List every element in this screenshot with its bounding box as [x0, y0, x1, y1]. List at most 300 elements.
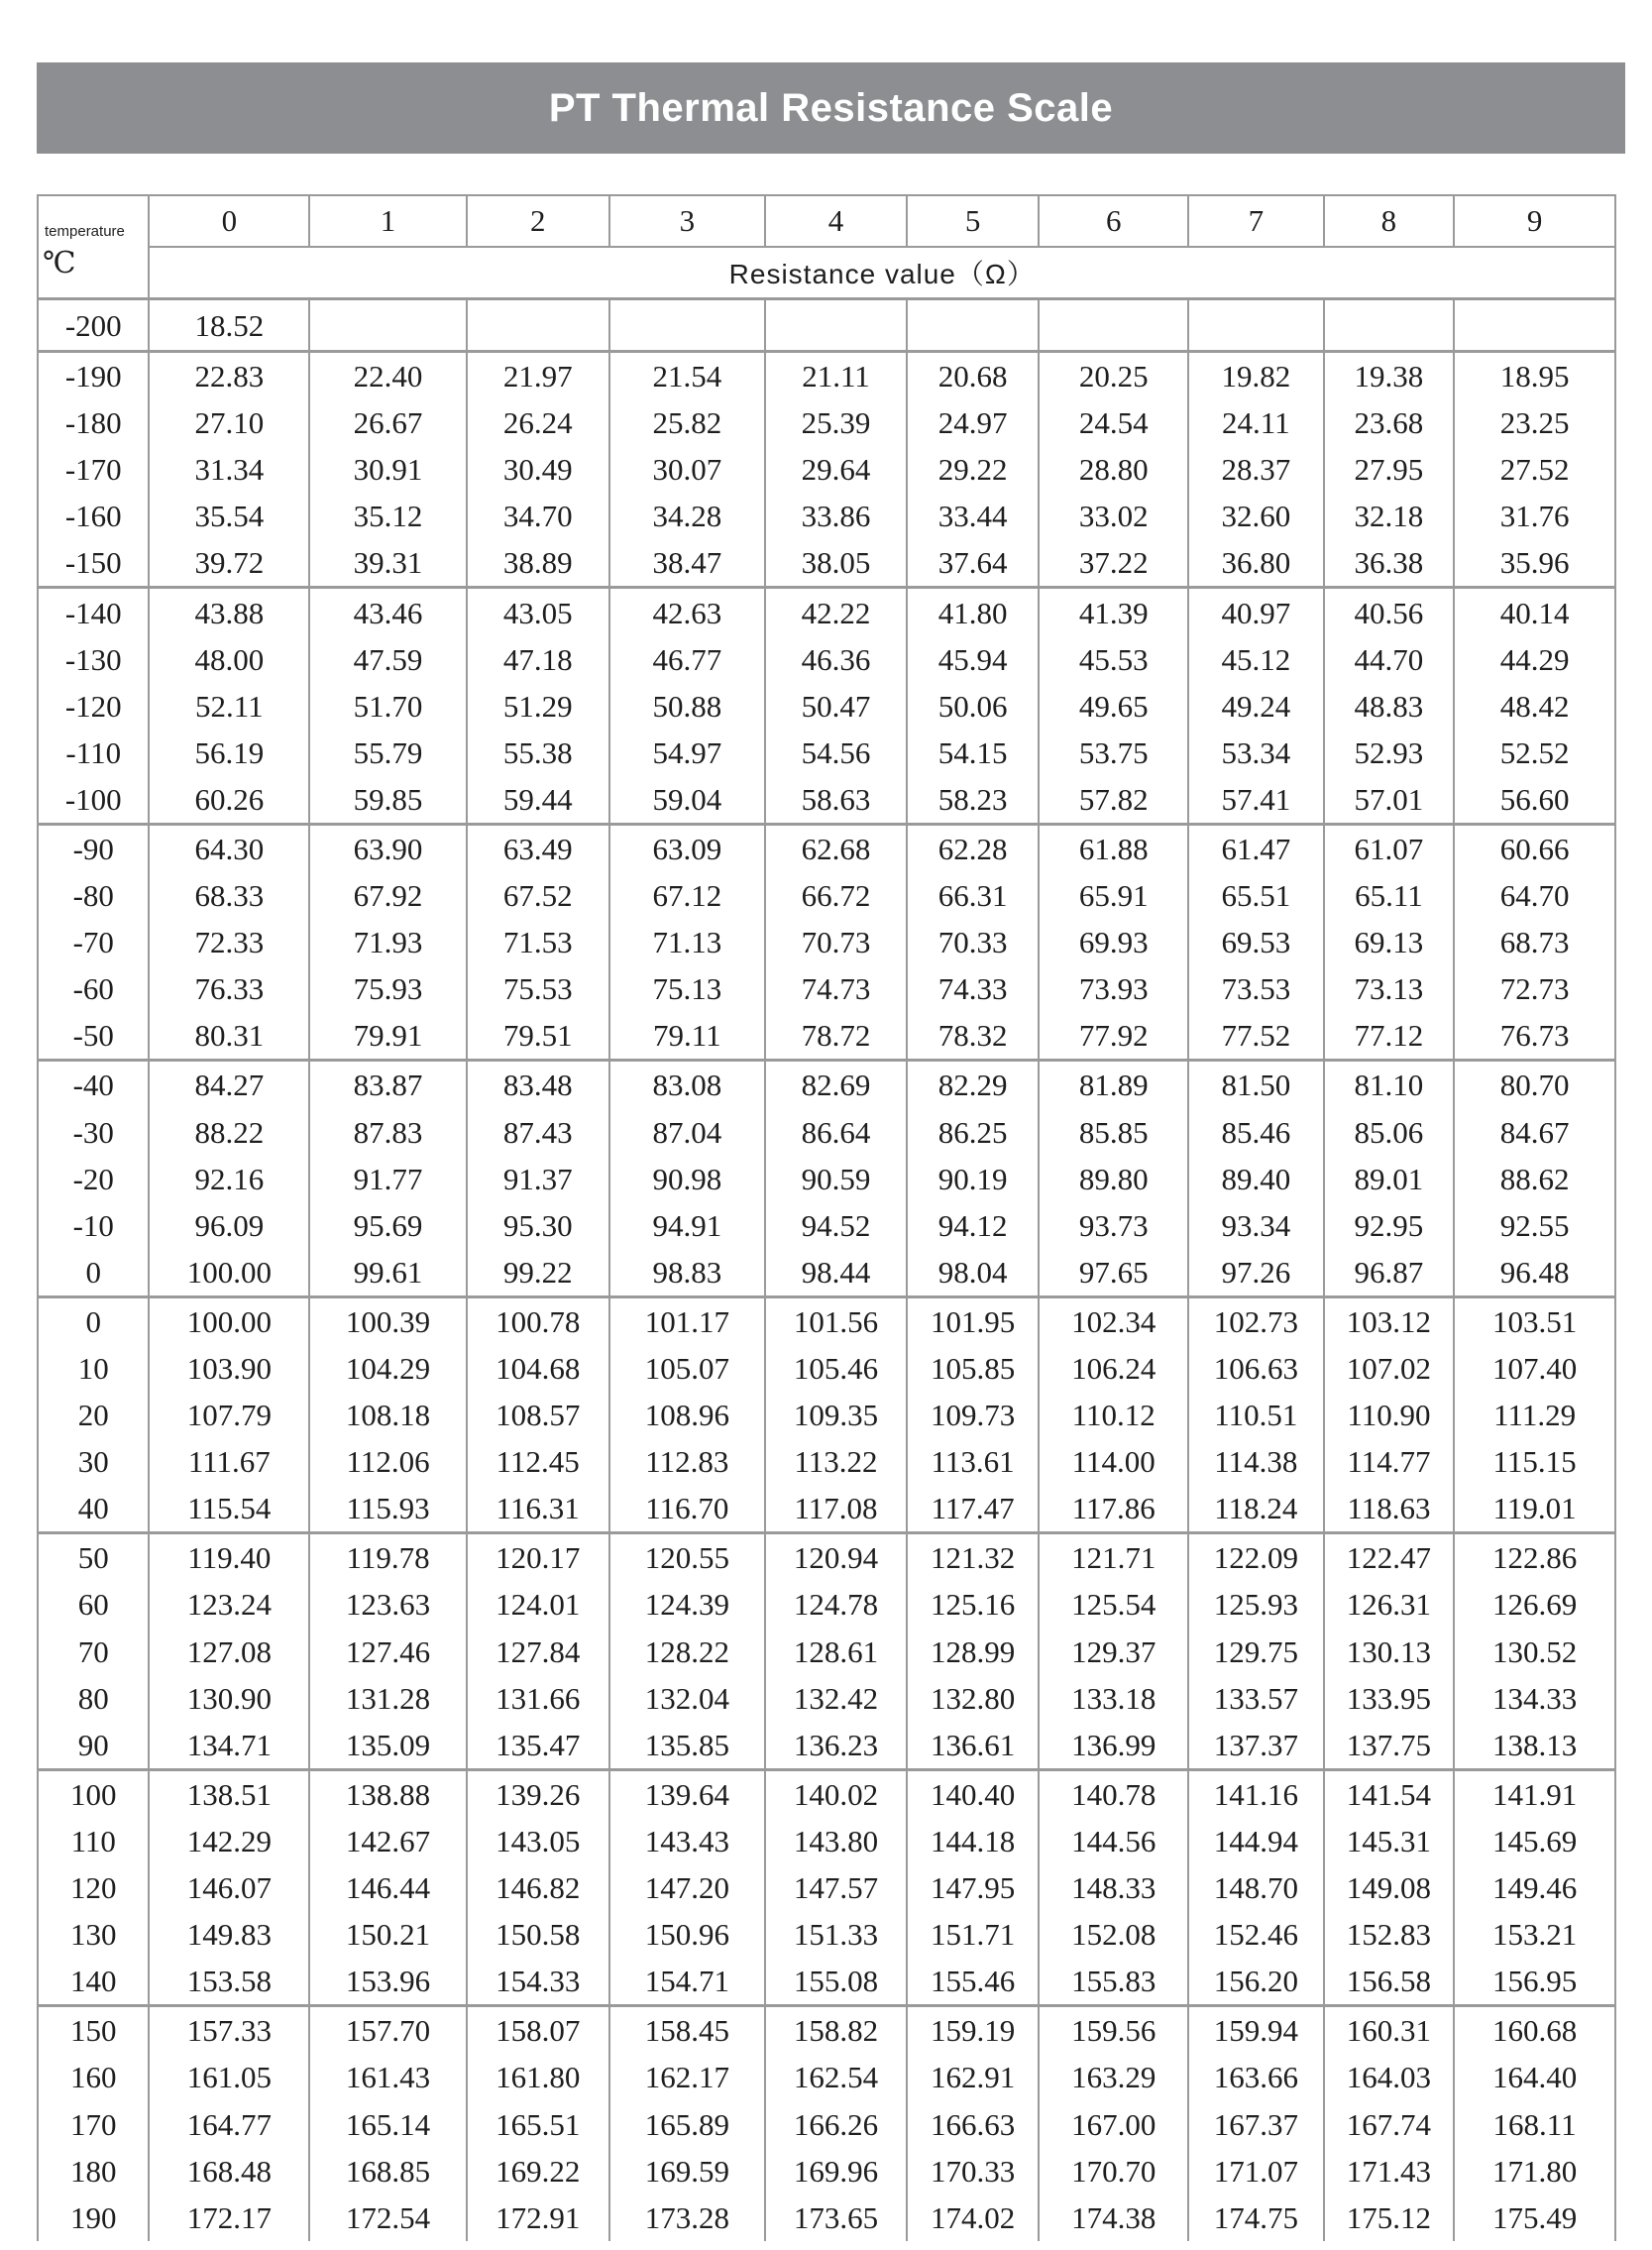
resistance-cell: 133.57	[1188, 1675, 1324, 1722]
temperature-cell: 130	[38, 1911, 149, 1958]
temperature-cell: -80	[38, 872, 149, 919]
resistance-cell: 77.12	[1324, 1012, 1455, 1061]
resistance-cell: 157.33	[149, 2006, 309, 2055]
resistance-cell: 138.88	[309, 1769, 467, 1818]
resistance-cell: 90.59	[765, 1156, 907, 1202]
resistance-cell: 35.96	[1454, 539, 1615, 588]
resistance-cell: 30.91	[309, 446, 467, 493]
resistance-cell: 161.80	[467, 2054, 609, 2100]
resistance-cell: 83.87	[309, 1061, 467, 1109]
resistance-cell: 120.94	[765, 1533, 907, 1582]
temperature-cell: 170	[38, 2100, 149, 2147]
resistance-cell: 102.34	[1039, 1296, 1188, 1345]
table-row	[38, 1769, 1615, 1818]
resistance-cell: 43.05	[467, 588, 609, 636]
digit-header-2: 2	[467, 195, 609, 247]
resistance-cell: 114.00	[1039, 1438, 1188, 1485]
temperature-cell: 160	[38, 2054, 149, 2100]
table-row	[38, 683, 1615, 730]
resistance-cell: 32.18	[1324, 493, 1455, 539]
resistance-header-row	[38, 247, 1615, 299]
resistance-cell: 135.09	[309, 1722, 467, 1770]
resistance-cell: 101.17	[609, 1296, 766, 1345]
resistance-cell: 133.95	[1324, 1675, 1455, 1722]
resistance-cell: 135.47	[467, 1722, 609, 1770]
resistance-cell: 58.23	[907, 776, 1040, 825]
resistance-cell: 42.22	[765, 588, 907, 636]
resistance-cell: 24.97	[907, 399, 1040, 446]
resistance-cell: 67.12	[609, 872, 766, 919]
resistance-cell: 162.91	[907, 2054, 1040, 2100]
table-row	[38, 2054, 1615, 2100]
resistance-cell: 125.16	[907, 1581, 1040, 1628]
temperature-cell: -70	[38, 919, 149, 965]
table-row	[38, 1156, 1615, 1202]
resistance-cell: 121.71	[1039, 1533, 1188, 1582]
resistance-cell: 129.75	[1188, 1629, 1324, 1675]
resistance-cell: 23.25	[1454, 399, 1615, 446]
resistance-cell: 95.30	[467, 1202, 609, 1249]
table-row	[38, 1675, 1615, 1722]
table-row	[38, 1629, 1615, 1675]
resistance-cell: 92.16	[149, 1156, 309, 1202]
resistance-cell: 112.06	[309, 1438, 467, 1485]
resistance-cell: 52.93	[1324, 730, 1455, 776]
table-row	[38, 2148, 1615, 2194]
resistance-cell: 105.85	[907, 1345, 1040, 1392]
resistance-cell: 43.88	[149, 588, 309, 636]
temperature-cell: 80	[38, 1675, 149, 1722]
resistance-cell: 59.44	[467, 776, 609, 825]
resistance-cell: 71.13	[609, 919, 766, 965]
resistance-cell: 32.60	[1188, 493, 1324, 539]
resistance-cell: 78.72	[765, 1012, 907, 1061]
resistance-cell: 150.96	[609, 1911, 766, 1958]
digit-header-5: 5	[907, 195, 1040, 247]
resistance-cell: 24.11	[1188, 399, 1324, 446]
resistance-cell: 20.68	[907, 352, 1040, 400]
resistance-cell: 29.22	[907, 446, 1040, 493]
resistance-cell: 175.49	[1454, 2194, 1615, 2241]
resistance-cell: 137.37	[1188, 1722, 1324, 1770]
resistance-cell: 99.61	[309, 1249, 467, 1297]
resistance-cell: 29.64	[765, 446, 907, 493]
resistance-cell: 105.07	[609, 1345, 766, 1392]
resistance-cell: 150.21	[309, 1911, 467, 1958]
resistance-cell: 122.86	[1454, 1533, 1615, 1582]
resistance-cell: 98.83	[609, 1249, 766, 1297]
resistance-cell: 110.51	[1188, 1392, 1324, 1438]
table-row	[38, 730, 1615, 776]
resistance-cell: 30.07	[609, 446, 766, 493]
resistance-cell: 160.68	[1454, 2006, 1615, 2055]
resistance-cell: 97.65	[1039, 1249, 1188, 1297]
resistance-cell: 142.29	[149, 1818, 309, 1864]
title-banner	[37, 62, 1625, 154]
resistance-cell: 81.89	[1039, 1061, 1188, 1109]
resistance-cell: 128.99	[907, 1629, 1040, 1675]
resistance-cell: 33.44	[907, 493, 1040, 539]
resistance-cell: 86.25	[907, 1109, 1040, 1156]
resistance-cell: 64.30	[149, 824, 309, 872]
resistance-cell: 113.22	[765, 1438, 907, 1485]
resistance-cell: 117.47	[907, 1485, 1040, 1533]
resistance-cell: 40.14	[1454, 588, 1615, 636]
resistance-cell: 174.38	[1039, 2194, 1188, 2241]
resistance-cell: 129.37	[1039, 1629, 1188, 1675]
temperature-cell: 90	[38, 1722, 149, 1770]
resistance-cell: 57.41	[1188, 776, 1324, 825]
resistance-cell: 115.15	[1454, 1438, 1615, 1485]
resistance-cell: 36.38	[1324, 539, 1455, 588]
resistance-cell: 35.54	[149, 493, 309, 539]
resistance-cell: 141.54	[1324, 1769, 1455, 1818]
temperature-cell: -50	[38, 1012, 149, 1061]
temperature-cell: -60	[38, 965, 149, 1012]
resistance-cell: 147.57	[765, 1864, 907, 1911]
resistance-cell: 152.83	[1324, 1911, 1455, 1958]
resistance-cell: 164.77	[149, 2100, 309, 2147]
resistance-cell: 119.40	[149, 1533, 309, 1582]
temperature-cell: 150	[38, 2006, 149, 2055]
resistance-cell: 141.16	[1188, 1769, 1324, 1818]
resistance-cell: 80.31	[149, 1012, 309, 1061]
table-row	[38, 446, 1615, 493]
resistance-cell: 90.98	[609, 1156, 766, 1202]
resistance-cell: 171.43	[1324, 2148, 1455, 2194]
resistance-cell: 103.90	[149, 1345, 309, 1392]
resistance-cell: 41.80	[907, 588, 1040, 636]
resistance-cell: 70.73	[765, 919, 907, 965]
resistance-cell: 56.60	[1454, 776, 1615, 825]
resistance-cell: 137.75	[1324, 1722, 1455, 1770]
resistance-cell: 19.38	[1324, 352, 1455, 400]
resistance-cell: 79.91	[309, 1012, 467, 1061]
temperature-cell: -130	[38, 636, 149, 683]
resistance-cell: 136.61	[907, 1722, 1040, 1770]
resistance-cell: 101.56	[765, 1296, 907, 1345]
corner-header-cell	[38, 195, 149, 299]
resistance-cell: 99.22	[467, 1249, 609, 1297]
resistance-cell: 79.51	[467, 1012, 609, 1061]
resistance-cell: 159.56	[1039, 2006, 1188, 2055]
resistance-cell: 148.33	[1039, 1864, 1188, 1911]
resistance-cell: 119.01	[1454, 1485, 1615, 1533]
resistance-cell: 74.73	[765, 965, 907, 1012]
resistance-cell: 154.71	[609, 1958, 766, 2006]
resistance-cell: 63.49	[467, 824, 609, 872]
resistance-cell: 77.92	[1039, 1012, 1188, 1061]
table-body	[38, 299, 1615, 2241]
resistance-cell: 168.48	[149, 2148, 309, 2194]
resistance-cell: 63.90	[309, 824, 467, 872]
resistance-cell: 165.14	[309, 2100, 467, 2147]
resistance-cell: 67.92	[309, 872, 467, 919]
resistance-cell: 75.53	[467, 965, 609, 1012]
resistance-cell: 163.66	[1188, 2054, 1324, 2100]
resistance-cell: 92.95	[1324, 1202, 1455, 1249]
resistance-cell: 98.44	[765, 1249, 907, 1297]
resistance-cell: 85.46	[1188, 1109, 1324, 1156]
resistance-cell: 118.63	[1324, 1485, 1455, 1533]
digit-header-7: 7	[1188, 195, 1324, 247]
resistance-cell: 75.93	[309, 965, 467, 1012]
resistance-cell: 34.28	[609, 493, 766, 539]
resistance-cell: 18.95	[1454, 352, 1615, 400]
resistance-cell: 102.73	[1188, 1296, 1324, 1345]
resistance-cell: 103.12	[1324, 1296, 1455, 1345]
resistance-cell: 83.48	[467, 1061, 609, 1109]
resistance-cell: 104.29	[309, 1345, 467, 1392]
resistance-cell: 103.51	[1454, 1296, 1615, 1345]
resistance-cell: 131.66	[467, 1675, 609, 1722]
resistance-cell: 161.05	[149, 2054, 309, 2100]
resistance-cell: 55.38	[467, 730, 609, 776]
resistance-cell: 95.69	[309, 1202, 467, 1249]
resistance-cell: 52.52	[1454, 730, 1615, 776]
resistance-cell: 73.93	[1039, 965, 1188, 1012]
resistance-cell: 166.63	[907, 2100, 1040, 2147]
resistance-cell: 20.25	[1039, 352, 1188, 400]
resistance-cell: 45.12	[1188, 636, 1324, 683]
resistance-table	[37, 194, 1616, 2241]
resistance-cell: 147.20	[609, 1864, 766, 1911]
digit-header-3: 3	[609, 195, 766, 247]
resistance-cell: 153.58	[149, 1958, 309, 2006]
table-row	[38, 776, 1615, 825]
resistance-cell: 74.33	[907, 965, 1040, 1012]
table-row	[38, 588, 1615, 636]
resistance-cell: 128.61	[765, 1629, 907, 1675]
resistance-cell: 100.78	[467, 1296, 609, 1345]
table-row	[38, 1392, 1615, 1438]
resistance-cell: 166.26	[765, 2100, 907, 2147]
temperature-cell: 10	[38, 1345, 149, 1392]
resistance-cell: 159.94	[1188, 2006, 1324, 2055]
resistance-cell: 69.53	[1188, 919, 1324, 965]
resistance-cell: 111.29	[1454, 1392, 1615, 1438]
resistance-cell: 107.40	[1454, 1345, 1615, 1392]
resistance-cell: 84.27	[149, 1061, 309, 1109]
resistance-cell: 143.43	[609, 1818, 766, 1864]
resistance-cell: 117.86	[1039, 1485, 1188, 1533]
resistance-cell: 158.45	[609, 2006, 766, 2055]
resistance-cell: 151.33	[765, 1911, 907, 1958]
resistance-cell: 112.45	[467, 1438, 609, 1485]
temperature-cell: 20	[38, 1392, 149, 1438]
resistance-cell: 143.80	[765, 1818, 907, 1864]
resistance-cell: 54.97	[609, 730, 766, 776]
resistance-cell: 110.90	[1324, 1392, 1455, 1438]
resistance-cell: 48.00	[149, 636, 309, 683]
resistance-cell: 23.68	[1324, 399, 1455, 446]
resistance-cell: 43.46	[309, 588, 467, 636]
resistance-cell: 134.33	[1454, 1675, 1615, 1722]
resistance-cell: 70.33	[907, 919, 1040, 965]
digit-header-1: 1	[309, 195, 467, 247]
resistance-cell: 94.91	[609, 1202, 766, 1249]
resistance-cell: 113.61	[907, 1438, 1040, 1485]
resistance-cell: 149.46	[1454, 1864, 1615, 1911]
resistance-cell: 132.04	[609, 1675, 766, 1722]
resistance-cell: 149.08	[1324, 1864, 1455, 1911]
table-row	[38, 1533, 1615, 1582]
resistance-cell: 140.78	[1039, 1769, 1188, 1818]
resistance-cell: 124.39	[609, 1581, 766, 1628]
table-row	[38, 1818, 1615, 1864]
resistance-cell: 61.88	[1039, 824, 1188, 872]
resistance-cell: 96.87	[1324, 1249, 1455, 1297]
resistance-cell: 35.12	[309, 493, 467, 539]
resistance-cell	[1039, 299, 1188, 352]
resistance-cell: 120.17	[467, 1533, 609, 1582]
resistance-cell: 140.40	[907, 1769, 1040, 1818]
resistance-cell: 124.01	[467, 1581, 609, 1628]
table-row	[38, 1296, 1615, 1345]
resistance-cell: 85.06	[1324, 1109, 1455, 1156]
resistance-cell: 116.31	[467, 1485, 609, 1533]
resistance-cell: 123.24	[149, 1581, 309, 1628]
resistance-cell: 54.15	[907, 730, 1040, 776]
resistance-cell: 107.02	[1324, 1345, 1455, 1392]
resistance-cell: 169.96	[765, 2148, 907, 2194]
resistance-cell: 139.26	[467, 1769, 609, 1818]
temperature-cell: 0	[38, 1249, 149, 1297]
table-row	[38, 1012, 1615, 1061]
resistance-cell: 82.69	[765, 1061, 907, 1109]
resistance-cell: 93.73	[1039, 1202, 1188, 1249]
table-header	[38, 195, 1615, 299]
resistance-cell: 68.33	[149, 872, 309, 919]
resistance-cell	[1324, 299, 1455, 352]
resistance-cell: 48.83	[1324, 683, 1455, 730]
resistance-cell: 94.12	[907, 1202, 1040, 1249]
resistance-cell: 154.33	[467, 1958, 609, 2006]
resistance-cell: 30.49	[467, 446, 609, 493]
resistance-cell: 78.32	[907, 1012, 1040, 1061]
resistance-cell: 62.28	[907, 824, 1040, 872]
resistance-cell: 89.01	[1324, 1156, 1455, 1202]
resistance-cell: 119.78	[309, 1533, 467, 1582]
resistance-cell: 173.65	[765, 2194, 907, 2241]
table-row	[38, 1722, 1615, 1770]
resistance-cell: 37.22	[1039, 539, 1188, 588]
resistance-cell: 130.13	[1324, 1629, 1455, 1675]
table-row	[38, 299, 1615, 352]
resistance-cell: 66.72	[765, 872, 907, 919]
table-row	[38, 1958, 1615, 2006]
digit-header-4: 4	[765, 195, 907, 247]
resistance-cell: 96.48	[1454, 1249, 1615, 1297]
resistance-cell: 138.51	[149, 1769, 309, 1818]
resistance-cell: 165.51	[467, 2100, 609, 2147]
resistance-cell: 25.82	[609, 399, 766, 446]
resistance-cell: 28.80	[1039, 446, 1188, 493]
resistance-cell: 125.93	[1188, 1581, 1324, 1628]
resistance-cell: 131.28	[309, 1675, 467, 1722]
table-row	[38, 352, 1615, 400]
resistance-cell: 27.95	[1324, 446, 1455, 493]
resistance-cell: 124.78	[765, 1581, 907, 1628]
resistance-cell: 153.96	[309, 1958, 467, 2006]
resistance-cell: 116.70	[609, 1485, 766, 1533]
resistance-cell: 50.06	[907, 683, 1040, 730]
resistance-cell: 123.63	[309, 1581, 467, 1628]
resistance-cell: 44.29	[1454, 636, 1615, 683]
resistance-cell: 157.70	[309, 2006, 467, 2055]
resistance-cell: 39.72	[149, 539, 309, 588]
resistance-cell: 80.70	[1454, 1061, 1615, 1109]
resistance-cell: 28.37	[1188, 446, 1324, 493]
resistance-cell: 93.34	[1188, 1202, 1324, 1249]
resistance-cell: 40.56	[1324, 588, 1455, 636]
resistance-cell: 56.19	[149, 730, 309, 776]
resistance-cell: 139.64	[609, 1769, 766, 1818]
table-row	[38, 2194, 1615, 2241]
resistance-cell: 145.31	[1324, 1818, 1455, 1864]
resistance-cell: 26.24	[467, 399, 609, 446]
temperature-cell: 70	[38, 1629, 149, 1675]
resistance-cell: 151.71	[907, 1911, 1040, 1958]
resistance-cell: 100.00	[149, 1296, 309, 1345]
resistance-cell: 26.67	[309, 399, 467, 446]
resistance-cell: 108.96	[609, 1392, 766, 1438]
resistance-cell: 41.39	[1039, 588, 1188, 636]
table-row	[38, 493, 1615, 539]
resistance-cell: 82.29	[907, 1061, 1040, 1109]
resistance-cell: 49.65	[1039, 683, 1188, 730]
resistance-cell: 64.70	[1454, 872, 1615, 919]
resistance-cell: 168.11	[1454, 2100, 1615, 2147]
resistance-cell: 49.24	[1188, 683, 1324, 730]
resistance-cell: 146.07	[149, 1864, 309, 1911]
resistance-cell: 155.08	[765, 1958, 907, 2006]
resistance-cell: 170.70	[1039, 2148, 1188, 2194]
resistance-cell: 162.17	[609, 2054, 766, 2100]
resistance-cell: 122.09	[1188, 1533, 1324, 1582]
resistance-cell: 75.13	[609, 965, 766, 1012]
table-row	[38, 1109, 1615, 1156]
resistance-cell: 172.54	[309, 2194, 467, 2241]
resistance-cell: 164.40	[1454, 2054, 1615, 2100]
resistance-cell: 136.23	[765, 1722, 907, 1770]
resistance-cell: 132.80	[907, 1675, 1040, 1722]
resistance-cell: 61.07	[1324, 824, 1455, 872]
resistance-cell: 48.42	[1454, 683, 1615, 730]
resistance-cell: 156.58	[1324, 1958, 1455, 2006]
resistance-cell: 51.70	[309, 683, 467, 730]
temperature-cell: -140	[38, 588, 149, 636]
resistance-cell: 31.76	[1454, 493, 1615, 539]
resistance-cell: 120.55	[609, 1533, 766, 1582]
resistance-cell: 73.13	[1324, 965, 1455, 1012]
resistance-cell	[1454, 299, 1615, 352]
resistance-cell: 40.97	[1188, 588, 1324, 636]
digit-header-6: 6	[1039, 195, 1188, 247]
resistance-cell: 105.46	[765, 1345, 907, 1392]
resistance-cell: 146.44	[309, 1864, 467, 1911]
resistance-cell: 58.63	[765, 776, 907, 825]
resistance-cell: 143.05	[467, 1818, 609, 1864]
resistance-cell: 38.05	[765, 539, 907, 588]
resistance-cell: 60.26	[149, 776, 309, 825]
resistance-cell: 53.75	[1039, 730, 1188, 776]
resistance-cell: 97.26	[1188, 1249, 1324, 1297]
resistance-cell: 165.89	[609, 2100, 766, 2147]
temperature-cell: -10	[38, 1202, 149, 1249]
resistance-cell: 136.99	[1039, 1722, 1188, 1770]
resistance-cell: 121.32	[907, 1533, 1040, 1582]
